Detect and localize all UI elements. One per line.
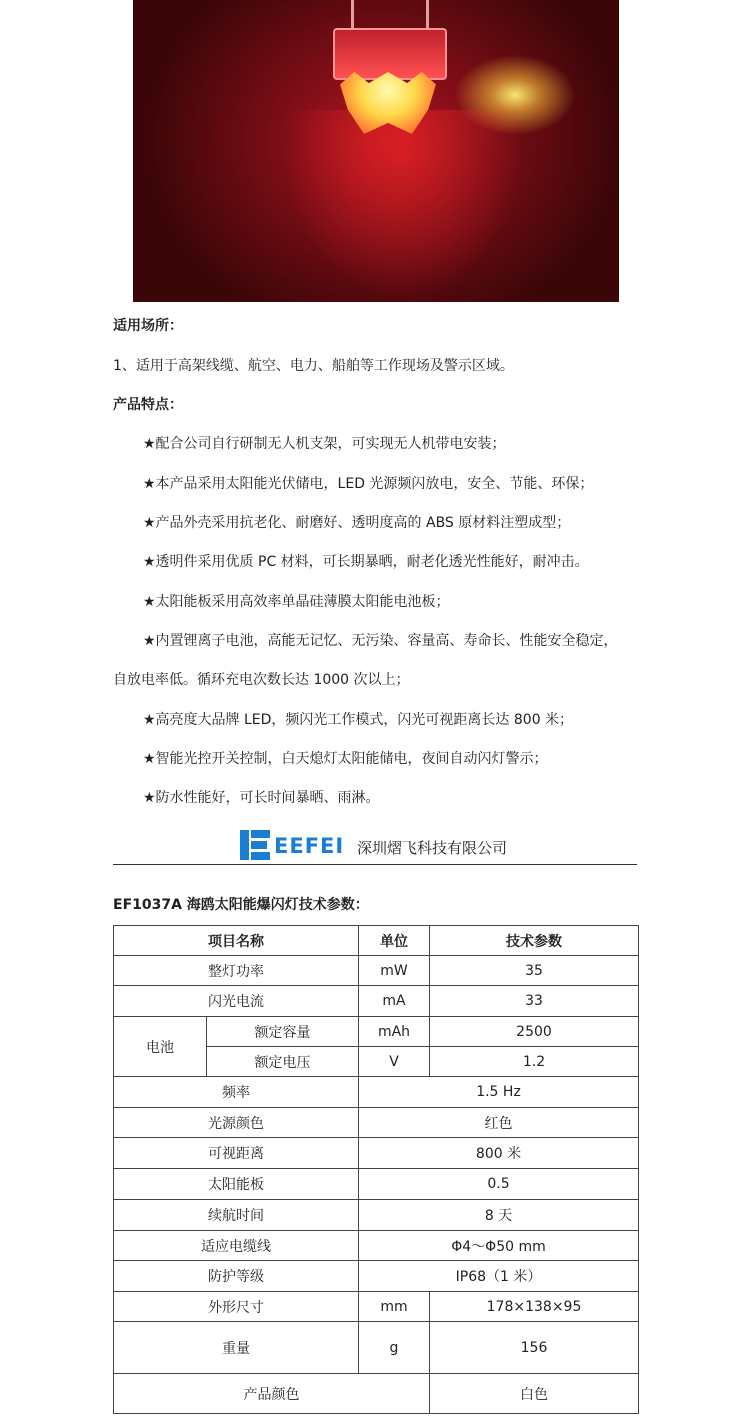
cell-label: 防护等级 (114, 1261, 359, 1292)
product-photo (133, 0, 619, 302)
cell-value: 白色 (430, 1374, 639, 1414)
cell-label: 太阳能板 (114, 1169, 359, 1200)
table-title: EF1037A 海鸥太阳能爆闪灯技术参数： (113, 897, 369, 913)
table-row (114, 986, 639, 1017)
feature-item: ★防水性能好，可长时间暴晒、雨淋。 (143, 790, 380, 806)
brand-name: EEFEI (274, 834, 345, 858)
cell-value: 800 米 (359, 1138, 639, 1169)
cell-label: 频率 (114, 1077, 359, 1108)
cell-label: 外形尺寸 (114, 1292, 359, 1322)
cell-label: 适应电缆线 (114, 1231, 359, 1261)
cell-label: 产品颜色 (114, 1374, 430, 1414)
features-heading: 产品特点： (113, 397, 183, 413)
table-row (114, 1077, 639, 1108)
feature-item: ★透明件采用优质 PC 材料，可长期暴晒，耐老化透光性能好，耐冲击。 (143, 554, 589, 570)
cell-battery: 电池 (114, 1017, 207, 1077)
table-row (114, 1017, 639, 1047)
cell-unit: V (359, 1047, 430, 1077)
cell-unit: mA (359, 986, 430, 1017)
cell-value: 1.2 (430, 1047, 639, 1077)
table-row (114, 1292, 639, 1322)
feature-item: ★内置锂离子电池，高能无记忆、无污染、容量高、寿命长、性能安全稳定， (143, 633, 618, 649)
cell-label: 光源颜色 (114, 1108, 359, 1138)
eefei-logo-icon (240, 830, 270, 860)
lamp-bracket (351, 0, 429, 30)
table-header-row (114, 926, 639, 956)
feature-item: ★产品外壳采用抗老化、耐磨好、透明度高的 ABS 原材料注塑成型； (143, 515, 571, 531)
cell-value: IP68（1 米） (359, 1261, 639, 1292)
cell-value: 红色 (359, 1108, 639, 1138)
feature-item: ★智能光控开关控制，白天熄灯太阳能储电，夜间自动闪灯警示； (143, 751, 548, 767)
feature-item: ★高亮度大品牌 LED，频闪光工作模式，闪光可视距离长达 800 米； (143, 712, 574, 728)
cell-unit: g (359, 1322, 430, 1374)
table-row (114, 1374, 639, 1414)
usage-heading: 适用场所： (113, 318, 183, 334)
table-row (114, 1322, 639, 1374)
cell-label: 续航时间 (114, 1200, 359, 1231)
cell-label: 闪光电流 (114, 986, 359, 1017)
table-row (114, 956, 639, 986)
cell-value: 0.5 (359, 1169, 639, 1200)
red-glow (283, 110, 523, 300)
usage-text: 1、适用于高架线缆、航空、电力、船舶等工作现场及警示区域。 (113, 358, 514, 374)
divider-line (113, 864, 637, 865)
feature-item: ★配合公司自行研制无人机支架，可实现无人机带电安装； (143, 436, 506, 452)
cell-unit: mm (359, 1292, 430, 1322)
cell-value: 156 (430, 1322, 639, 1374)
cell-unit: mAh (359, 1017, 430, 1047)
cell-value: 1.5 Hz (359, 1077, 639, 1108)
cell-value: 178×138×95 (430, 1292, 639, 1322)
table-row (114, 1108, 639, 1138)
lamp-body (333, 28, 447, 80)
table-row (114, 1138, 639, 1169)
feature-item-continued: 自放电率低。循环充电次数长达 1000 次以上； (113, 672, 410, 688)
cell-value: 35 (430, 956, 639, 986)
table-row (114, 1169, 639, 1200)
cell-unit: mW (359, 956, 430, 986)
feature-item: ★太阳能板采用高效率单晶硅薄膜太阳能电池板； (143, 594, 450, 610)
cell-value: 2500 (430, 1017, 639, 1047)
cell-value: 8 天 (359, 1200, 639, 1231)
spec-table (113, 925, 639, 1414)
table-row (114, 1231, 639, 1261)
cell-value: 33 (430, 986, 639, 1017)
header-item-name: 项目名称 (114, 926, 359, 956)
table-row (114, 1200, 639, 1231)
cell-label: 可视距离 (114, 1138, 359, 1169)
cell-value: Φ4～Φ50 mm (359, 1231, 639, 1261)
feature-item: ★本产品采用太阳能光伏储电，LED 光源频闪放电，安全、节能、环保； (143, 476, 594, 492)
cell-label: 额定电压 (207, 1047, 359, 1077)
header-unit: 单位 (359, 926, 430, 956)
cell-label: 整灯功率 (114, 956, 359, 986)
table-row (114, 1261, 639, 1292)
company-name: 深圳熠飞科技有限公司 (357, 839, 508, 857)
cell-label: 重量 (114, 1322, 359, 1374)
cell-label: 额定容量 (207, 1017, 359, 1047)
header-params: 技术参数 (430, 926, 639, 956)
